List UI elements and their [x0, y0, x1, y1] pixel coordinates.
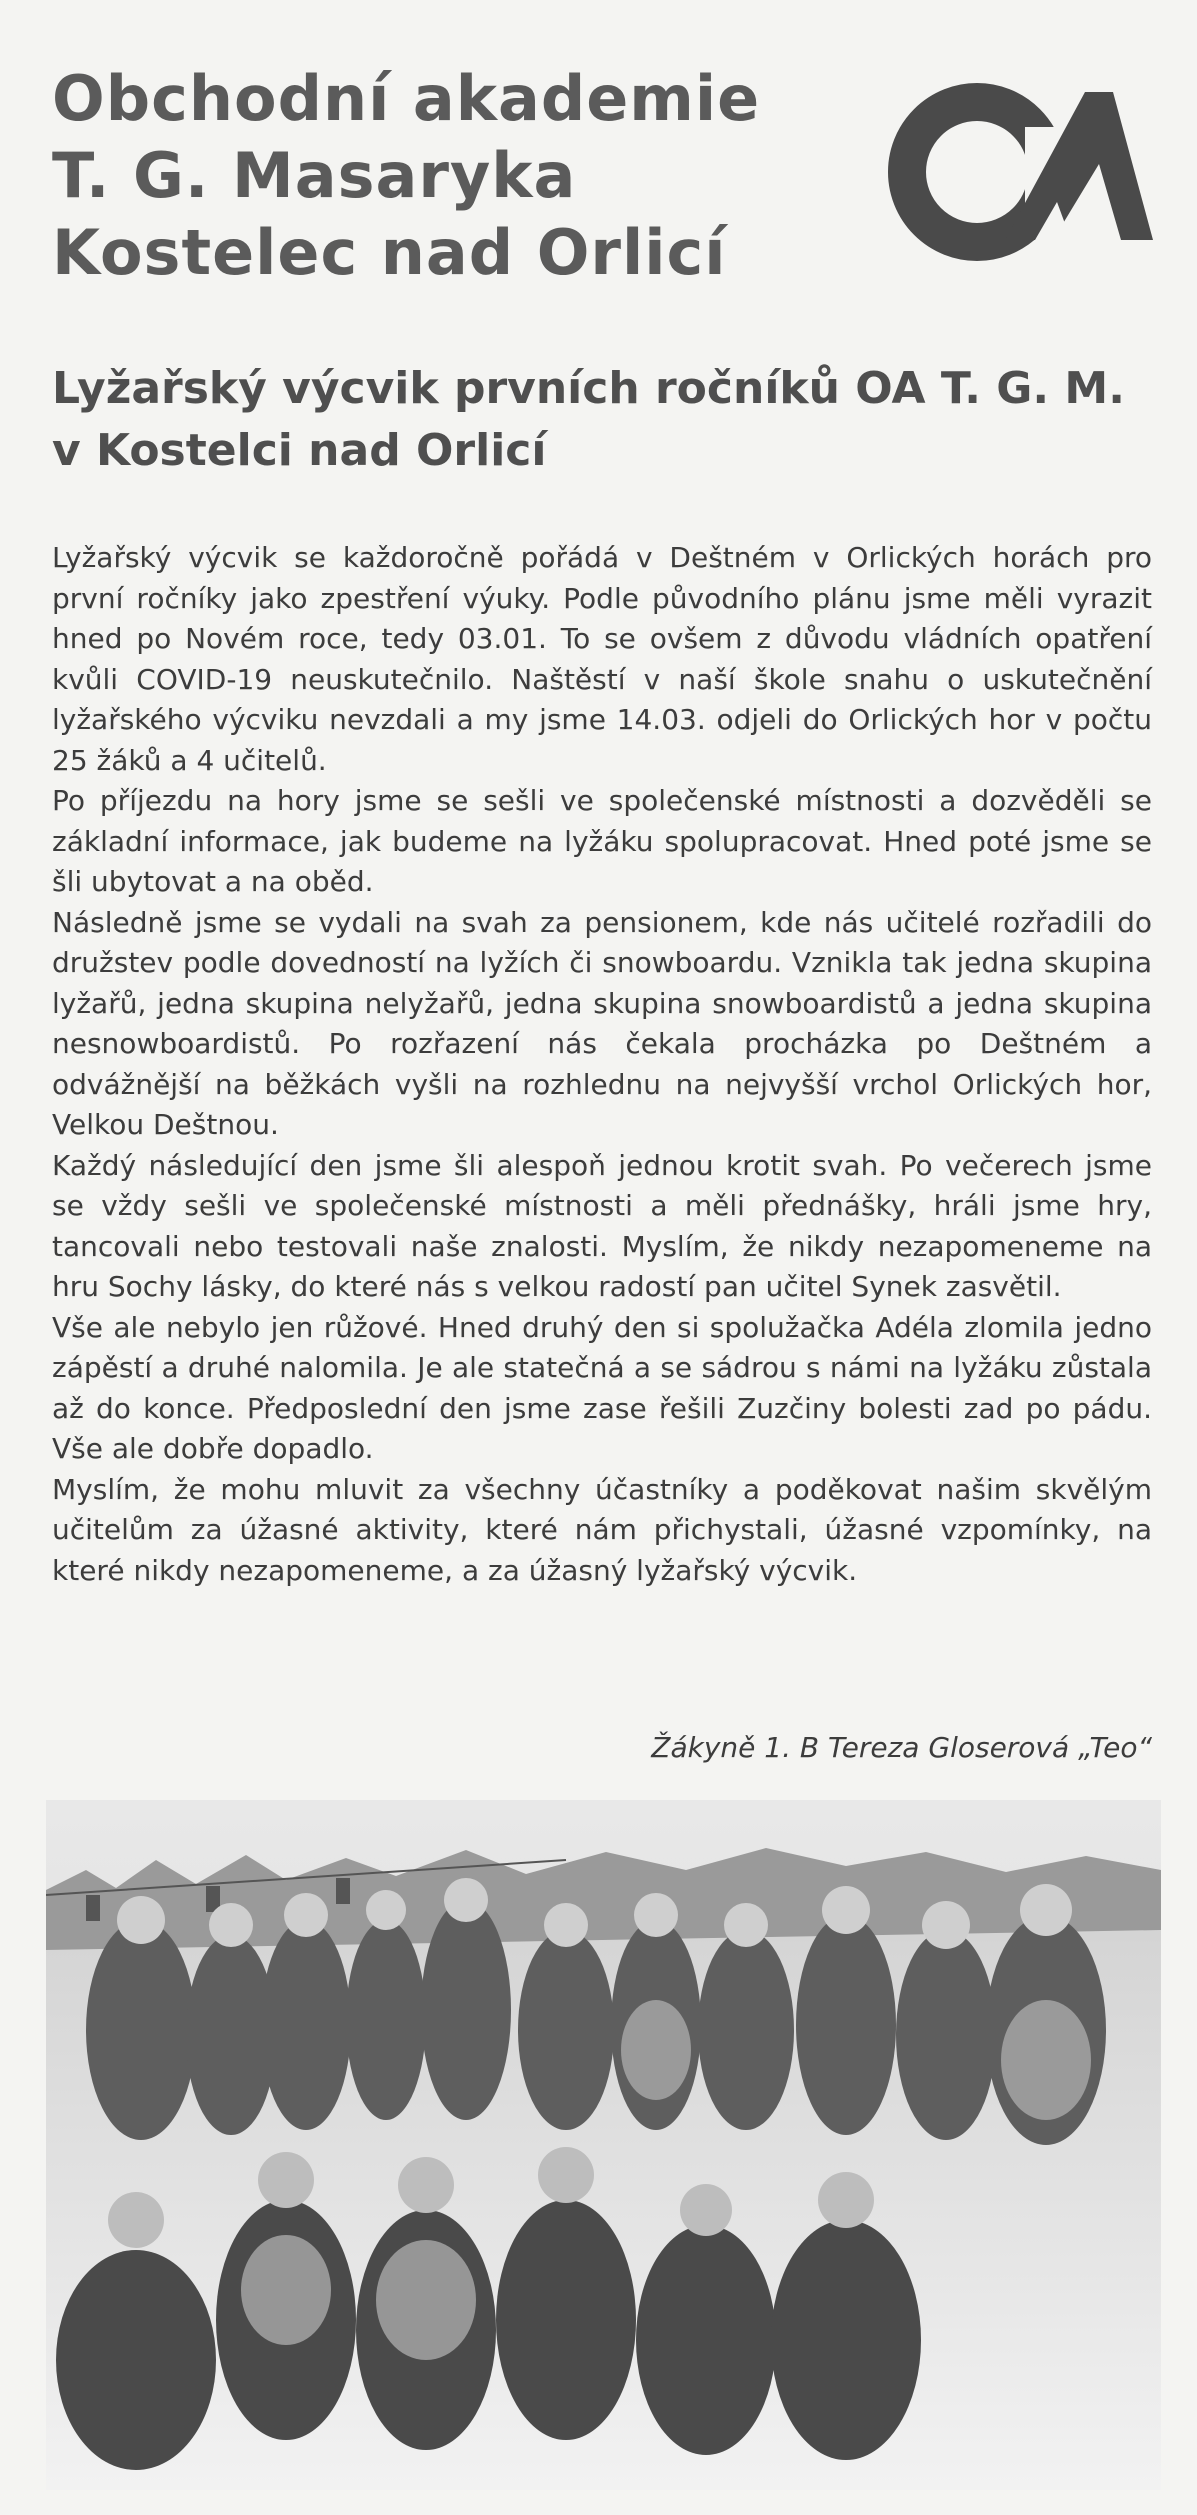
school-name-line-3: Kostelec nad Orlicí: [52, 216, 727, 289]
article-body: [52, 538, 1152, 1591]
school-name: [52, 60, 872, 291]
school-logo: [885, 72, 1165, 272]
article-paragraph: Vše ale nebylo jen růžové. Hned druhý den si spolužačka Adéla zlomila jedno zápěstí a druhé nalomila. Je ale statečná a se sádrou s námi na lyžáku zůstala až do konce. Předposlední den jsme zase řešili Zuzčiny bolesti zad po pádu. Vše ale dobře dopadlo.: [52, 1310, 1152, 1465]
school-name-line-2: T. G. Masaryka: [52, 139, 577, 212]
article-signature: Žákyně 1. B Tereza Gloserová „Teo“: [651, 1731, 1152, 1764]
article-paragraph: Po příjezdu na hory jsme se sešli ve společenské místnosti a dozvěděli se základní informace, jak budeme na lyžáku spolupracovat. Hned poté jsme se šli ubytovat a na oběd.: [52, 784, 1152, 898]
article-paragraph: Myslím, že mohu mluvit za všechny účastníky a poděkovat našim skvělým učitelům za úžasné aktivity, které nám přichystali, úžasné vzpomínky, na které nikdy nezapomeneme, a za úžasný lyžařský výcvik.: [52, 1472, 1152, 1587]
article-title: [52, 358, 1162, 482]
article-title-line-2: v Kostelci nad Orlicí: [52, 425, 547, 476]
article-paragraph: Následně jsme se vydali na svah za pensionem, kde nás učitelé rozřadili do družstev podle dovedností na lyžích či snowboardu. Vznikla tak jedna skupina lyžařů, jedna skupina nelyžařů, jedna skupina snowboardistů a jedna skupina nesnowboardistů. Po rozřazení nás čekala procházka po Deštném a odvážnější na běžkách vyšli na rozhlednu na nejvyšší vrchol Orlických hor, Velkou Deštnou.: [52, 905, 1152, 1141]
article-paragraph: Lyžařský výcvik se každoročně pořádá v Deštném v Orlických horách pro první ročníky jako zpestření výuky. Podle původního plánu jsme měli vyrazit hned po Novém roce, tedy 03.01. To se ovšem z důvodu vládních opatření kvůli COVID-19 neuskutečnilo. Naštěstí v naší škole snahu o uskutečnění lyžařského výcviku nevzdali a my jsme 14.03. odjeli do Orlických hor v počtu 25 žáků a 4 učitelů.: [52, 541, 1152, 777]
group-photo: [46, 1800, 1161, 2490]
school-name-line-1: Obchodní akademie: [52, 62, 761, 135]
article-title-line-1: Lyžařský výcvik prvních ročníků OA T. G. M.: [52, 363, 1125, 414]
article-paragraph: Každý následující den jsme šli alespoň jednou krotit svah. Po večerech jsme se vždy sešli ve společenské místnosti a měli přednášky, hráli jsme hry, tancovali nebo testovali naše znalosti. Myslím, že nikdy nezapomeneme na hru Sochy lásky, do které nás s velkou radostí pan učitel Synek zasvětil.: [52, 1148, 1152, 1303]
